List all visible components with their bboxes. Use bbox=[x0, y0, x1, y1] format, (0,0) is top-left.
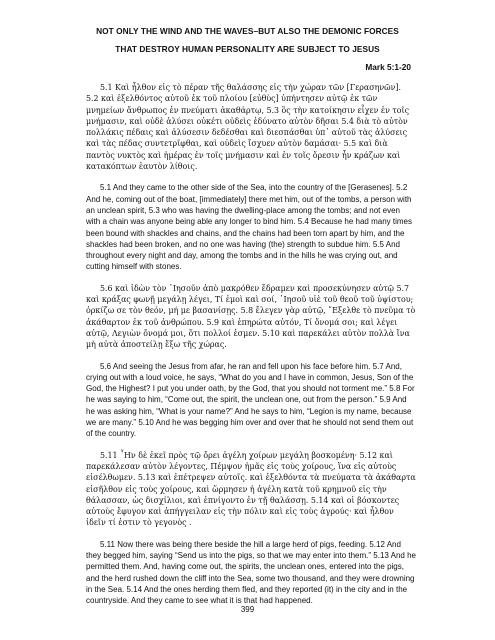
title-line-1: NOT ONLY THE WIND AND THE WAVES–BUT ALSO THE DEMONIC FORCES bbox=[96, 26, 399, 36]
english-paragraph-3: 5.11 Now there was being there beside the hill a large herd of pigs, feeding. 5.12 And they begged him, saying “Send us into the pigs, so that we may enter into them.” 5.13 And he permitted them. And, having come out, the spirits, the unclean ones, entered into the pigs, and the herd rushed down the cliff into the Sea, some two thousand, and they were drowning in the Sea. 5.14 And the ones herding them fled, and they reported (it) in the city and in the countryside. And they came to see what it is that had happened. bbox=[86, 539, 416, 606]
greek-paragraph-1: 5.1 Καὶ ἦλθον εἰς τὸ πέραν τῆς θαλάσσης εἰς τὴν χώραν τῶν [Γερασηνῶν]. 5.2 καὶ ἐξελθόντος αὐτοῦ ἐκ τοῦ πλοίου [εὐθὺς] ὑπήντησεν αὐτῷ ἐκ τῶν μνημείων ἄνθρωπος ἐν πνεύματι ἀκαθάρτῳ, 5.3 ὃς τὴν κατοίκησιν εἶχεν ἐν τοῖς μνήμασιν, καὶ οὐδὲ ἁλύσει οὐκέτι οὐδεὶς ἐδύνατο αὐτὸν δῆσαι 5.4 διὰ τὸ αὐτὸν πολλάκις πέδαις καὶ ἁλύσεσιν δεδέσθαι καὶ διεσπάσθαι ὑπ᾽ αὐτοῦ τὰς ἁλύσεις καὶ τὰς πέδας συντετρῖφθαι, καὶ οὐδεὶς ἴσχυεν αὐτὸν δαμάσαι· 5.5 καὶ διὰ παντὸς νυκτὸς καὶ ἡμέρας ἐν τοῖς μνήμασιν καὶ ἐν τοῖς ὄρεσιν ἦν κράζων καὶ κατακόπτων ἑαυτὸν λίθοις. bbox=[86, 83, 410, 172]
title-line-2: THAT DESTROY HUMAN PERSONALITY ARE SUBJECT TO JESUS bbox=[115, 44, 380, 54]
greek-paragraph-3: 5.11 ῏Ην δὲ ἐκεῖ πρὸς τῷ ὄρει ἀγέλη χοίρων μεγάλη βοσκομένη· 5.12 καὶ παρεκάλεσαν αὐτὸν λέγοντες, Πέμψον ἡμᾶς εἰς τοὺς χοίρους, ἵνα εἰς αὐτοὺς εἰσέλθωμεν. 5.13 καὶ ἐπέτρεψεν αὐτοῖς. καὶ ἐξελθόντα τὰ πνεύματα τὰ ἀκάθαρτα εἰσῆλθον εἰς τοὺς χοίρους, καὶ ὥρμησεν ἡ ἀγέλη κατὰ τοῦ κρημνοῦ εἰς τὴν θάλασσαν, ὡς δισχίλιοι, καὶ ἐπνίγοντο ἐν τῇ θαλάσσῃ. 5.14 καὶ οἱ βόσκοντες αὐτοὺς ἔφυγον καὶ ἀπήγγειλαν εἰς τὴν πόλιν καὶ εἰς τοὺς ἀγρούς· καὶ ἦλθον ἰδεῖν τί ἐστιν τὸ γεγονὸς . bbox=[86, 450, 416, 528]
scripture-reference: Mark 5:1-20 bbox=[365, 62, 411, 72]
page-number: 399 bbox=[240, 605, 255, 614]
english-paragraph-2: 5.6 And seeing the Jesus from afar, he ran and fell upon his face before him. 5.7 And, crying out with a loud voice, he says, “What do you and I have in common, Jesus, Son of the God, the Highest? I put you under oath, by the God, that you should not torment me.” 5.8 For he was saying to him, “Come out, the spirit, the unclean one, out from the person.” 5.9 And he was asking him, “What is your name?” And he says to him, “Legion is my name, because we are many.” 5.10 And he was begging him over and over that he should not send them out of the country. bbox=[86, 361, 415, 439]
greek-paragraph-2: 5.6 καὶ ἰδὼν τὸν ᾽Ιησοῦν ἀπὸ μακρόθεν ἔδραμεν καὶ προσεκύνησεν αὐτῷ 5.7 καὶ κράξας φωνῇ μεγάλῃ λέγει, Τί ἐμοὶ καὶ σοί, ᾽Ιησοῦ υἱὲ τοῦ θεοῦ τοῦ ὑψίστου; ὁρκίζω σε τὸν θεόν, μή με βασανίσῃς. 5.8 ἔλεγεν γὰρ αὐτῷ, ῎Εξελθε τὸ πνεῦμα τὸ ἀκάθαρτον ἐκ τοῦ ἀνθρώπου. 5.9 καὶ ἐπηρώτα αὐτόν, Τί ὄνομά σοι; καὶ λέγει αὐτῷ, Λεγιὼν ὄνομά μοι, ὅτι πολλοί ἐσμεν. 5.10 καὶ παρεκάλει αὐτὸν πολλὰ ἵνα μὴ αὐτὰ ἀποστείλῃ ἔξω τῆς χώρας. bbox=[86, 283, 416, 350]
english-paragraph-1: 5.1 And they came to the other side of the Sea, into the country of the [Gerasenes]. 5.2 And he, coming out of the boat, [immediately] there met him, out of the tombs, a person with an unclean spirit, 5.3 who was having the dwelling-place among the tombs; and not even with a chain was anyone being able any longer to bind him. 5.4 Because he had many times been bound with shackles and chains, and the chains had been torn apart by him, and the shackles had been broken, and no one was having (the) strength to subdue him. 5.5 And throughout every night and day, among the tombs and in the hills he was crying out, and cutting himself with stones. bbox=[86, 183, 412, 272]
document-body bbox=[86, 82, 416, 616]
